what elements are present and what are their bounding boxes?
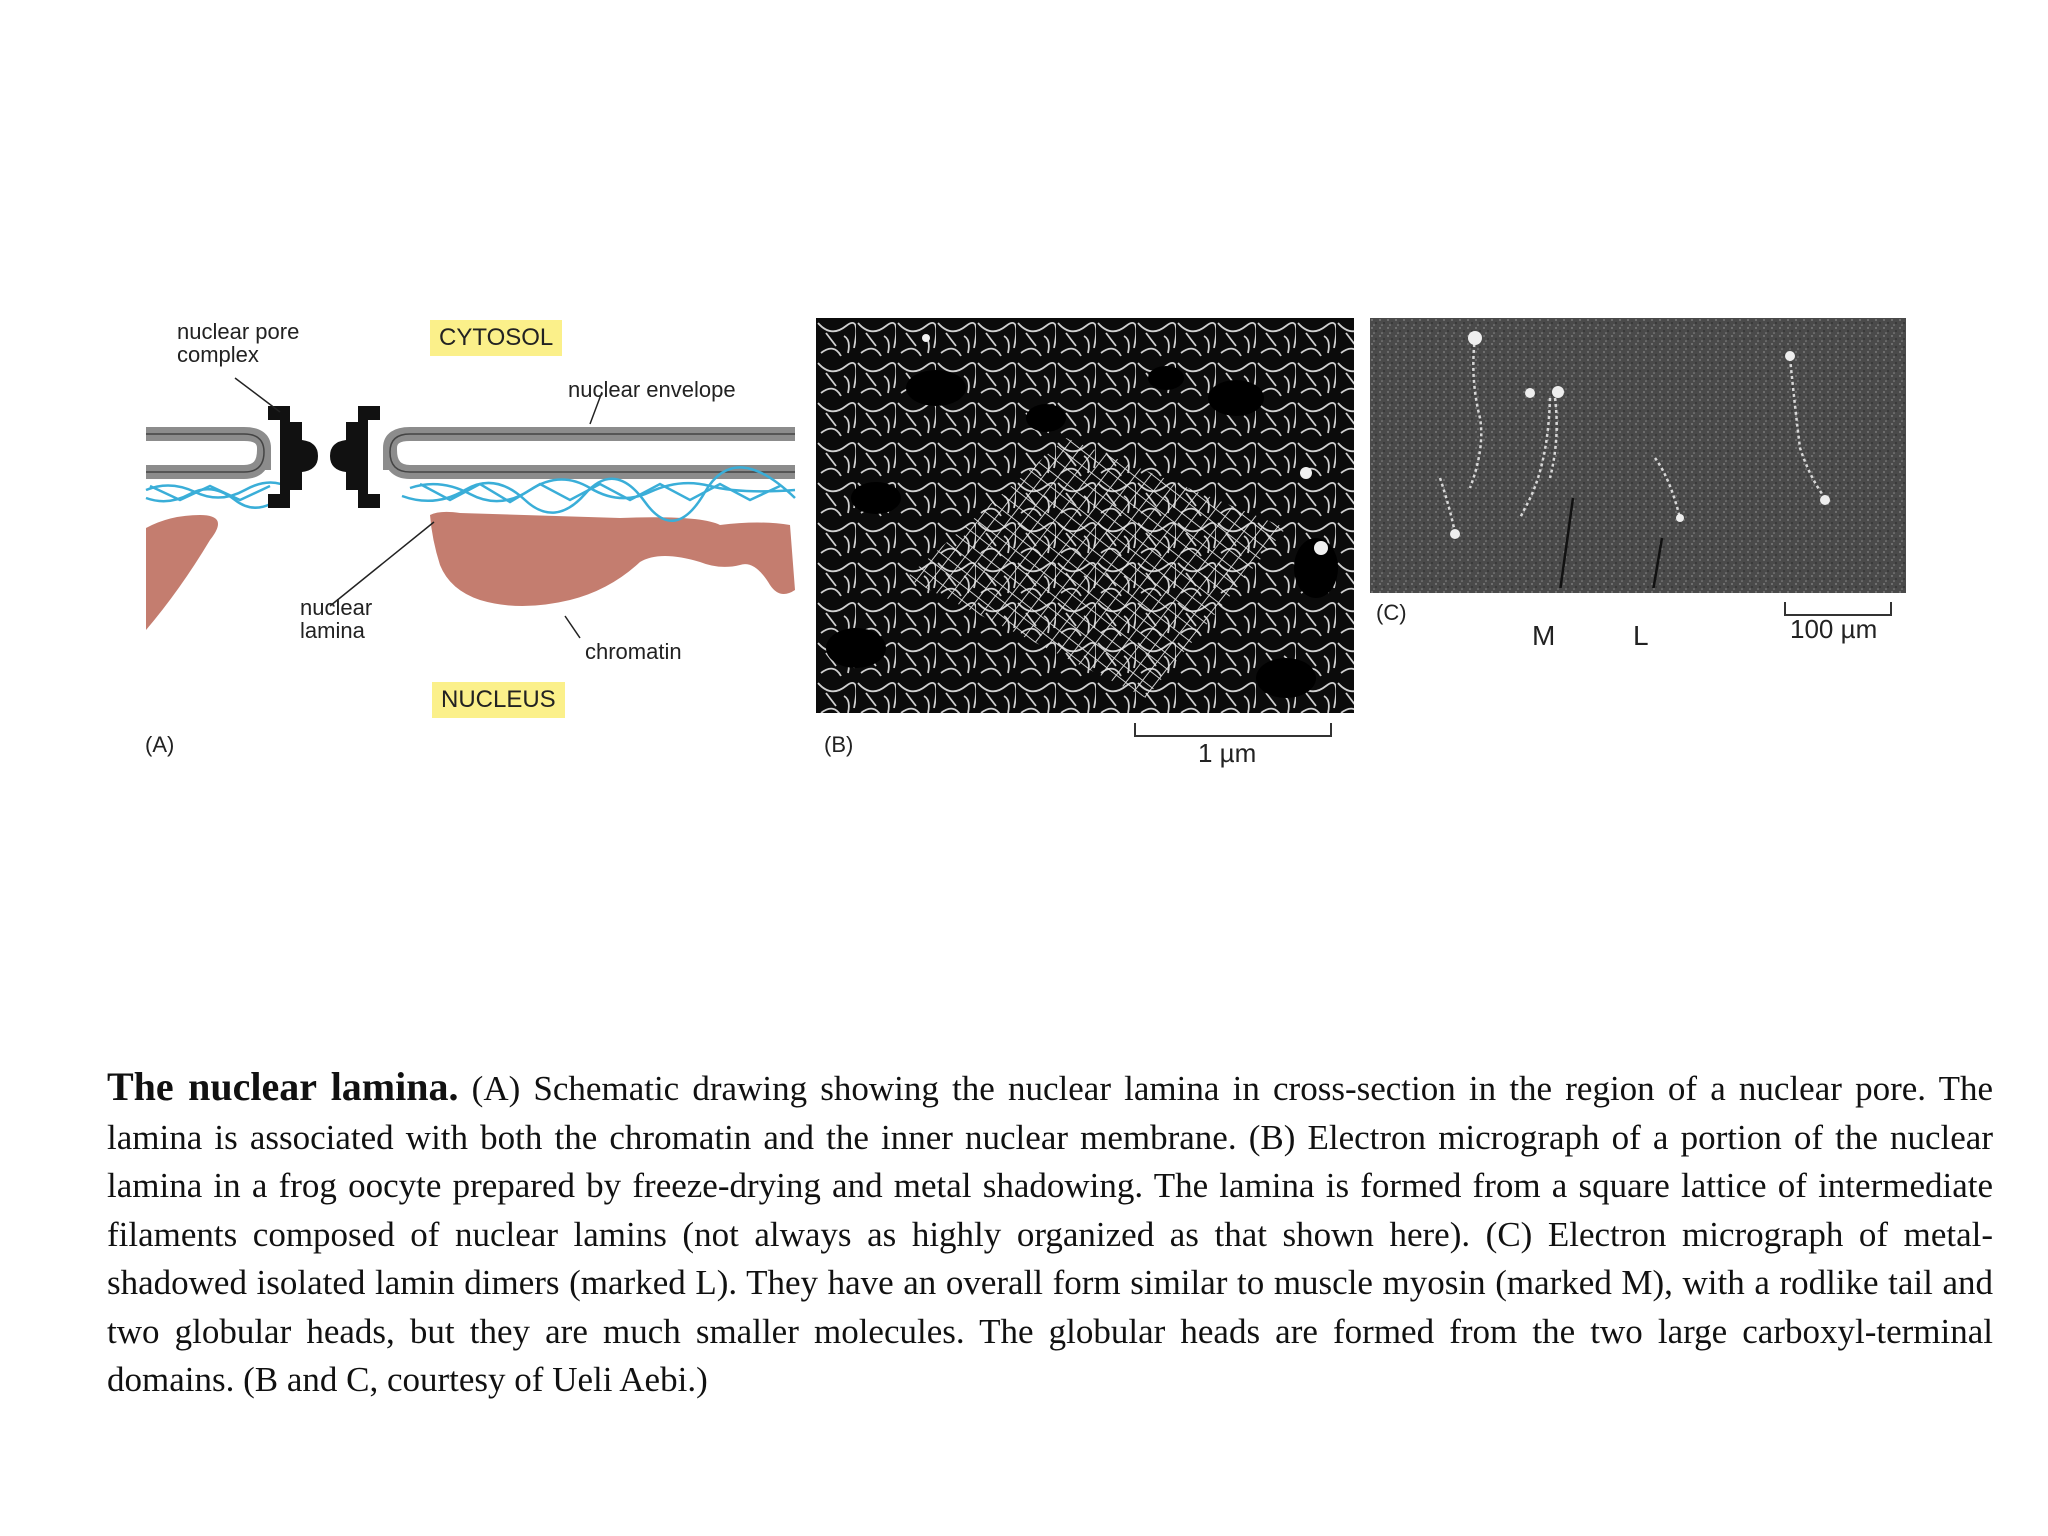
panel-a-label: (A) [145,732,175,757]
nuclear-pore-complex-shape [268,406,380,508]
marker-m-label: M [1532,620,1556,651]
scale-bar-1um [1134,723,1332,737]
chromatin-label: chromatin [585,639,682,664]
figure-caption [107,1063,1993,1405]
figure-b-micrograph [816,318,1354,788]
marker-l-label: L [1633,620,1649,651]
chromatin-right-shape [430,512,795,606]
caption-body: (A) Schematic drawing showing the nuclear lamina in cross-section in the region of a nuclear pore. The lamina is associated with both the chromatin and the inner nuclear membrane. (B) Electron micrograph of a portion of the nuclear lamina in a frog oocyte prepared by freeze-drying and metal shadowing. The lamina is formed from a square lattice of intermediate filaments composed of nuclear lamins (not always as highly organized as that shown here). (C) Electron micrograph of metal-shadowed isolated lamin dimers (marked L). They have an overall form similar to muscle myosin (marked M), with a rodlike tail and two globular heads, but they are much smaller molecules. The globular heads are formed from the two large carboxyl-terminal domains. (B and C, courtesy of Ueli Aebi.) [107,1069,1993,1399]
outer-membrane-right [390,434,795,470]
outer-membrane-left [146,434,264,470]
figure-c-pointers [1370,498,1906,588]
figure-a-schematic [140,300,800,780]
caption-title: The nuclear lamina. [107,1064,459,1109]
scale-bar-1um-label: 1 µm [1198,738,1257,768]
figure-c-micrograph [1370,318,1906,651]
nucleus-label: NUCLEUS [432,682,565,718]
inner-membrane-left [146,450,264,472]
nuclear-pore-complex-label: nuclear pore complex [177,319,300,368]
scale-bar-100um-label: 100 µm [1790,614,1878,644]
nuclear-envelope-label: nuclear envelope [568,377,736,402]
panel-b-label: (B) [824,732,854,757]
panel-c-label: (C) [1376,600,1407,625]
chromatin-left-shape [146,515,218,630]
lamina-lattice-micrograph [816,318,1354,713]
nuclear-lamina-label: nuclear lamina [300,595,373,644]
cytosol-label: CYTOSOL [430,320,562,356]
